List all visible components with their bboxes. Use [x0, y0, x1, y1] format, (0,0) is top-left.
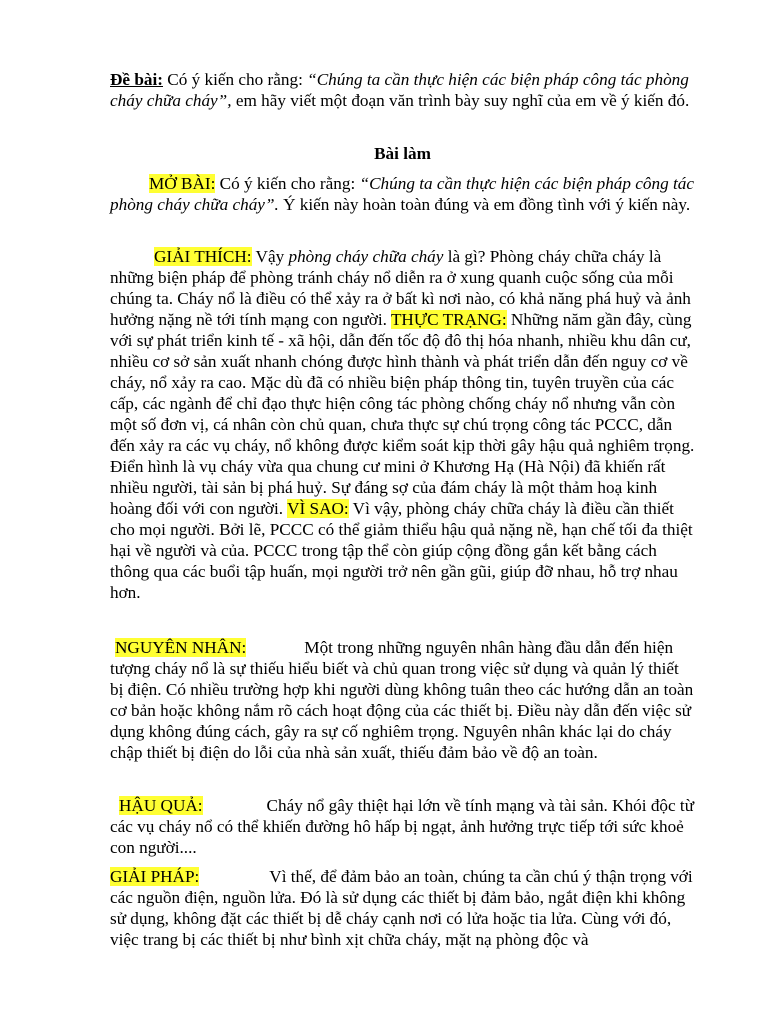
explanation-text-3: Những năm gần đây, cùng với sự phát triển kinh tế - xã hội, dẫn đến tốc độ đô thị hóa nhanh, nhiều khu dân cư, nhiều cơ sở sản xuất nhanh chóng được hình thành và phát triển dẫn đến nguy cơ về cháy, nổ xảy ra cao. Mặc dù đã có nhiều biện pháp thông tin, tuyên truyền của các cấp, các ngành để chỉ đạo thực hiện công tác phòng chống cháy nổ nhưng vẫn còn một số đơn vị, cá nhân còn chủ quan, chưa thực sự chú trọng công tác PCCC, dẫn đến xảy ra các vụ cháy, nổ không được kiểm soát kịp thời gây hậu quả nghiêm trọng. Điển hình là vụ cháy vừa qua chung cư mini ở Khương Hạ (Hà Nội) đã khiến rất nhiều người, tài sản bị phá huỷ. Sự đáng sợ của đám cháy là một thảm hoạ kinh hoàng đối với con người.: [110, 310, 695, 518]
solutions-text: Vì thế, để đảm bảo an toàn, chúng ta cần chú ý thận trọng với các nguồn điện, nguồn lửa. Đó là sử dụng các thiết bị đảm bảo, ngắt điện khi không sử dụng, không đặt các thiết bị dễ cháy cạnh nơi có lửa hoặc tia lửa. Cùng với đó, việc trang bị các thiết bị như bình xịt chữa cháy, mặt nạ phòng độc và: [110, 867, 693, 949]
explanation-label: GIẢI THÍCH:: [154, 247, 252, 266]
causes-paragraph: [110, 637, 695, 763]
explanation-paragraph: [110, 246, 695, 603]
introduction-rest: Ý kiến này hoàn toàn đúng và em đồng tình với ý kiến này.: [278, 195, 691, 214]
assignment-label: Đề bài:: [110, 70, 163, 89]
introduction-label: MỞ BÀI:: [149, 174, 216, 193]
explanation-text-4: Vì vậy, phòng cháy chữa cháy là điều cần thiết cho mọi người. Bởi lẽ, PCCC có thể giảm thiểu hậu quả nặng nề, hạn chế tối đa thiệt hại về người và của. PCCC trong tập thể còn giúp cộng đồng gắn kết bằng cách thông qua các buổi tập huấn, mọi người trở nên gần gũi, giúp đỡ nhau, hỗ trợ nhau hơn.: [110, 499, 693, 602]
introduction-quote: “Chúng ta cần thực hiện các biện pháp công tác phòng cháy chữa cháy”.: [110, 174, 694, 214]
consequences-label: HẬU QUẢ:: [119, 796, 203, 815]
assignment-quote: “Chúng ta cần thực hiện các biện pháp công tác phòng cháy chữa cháy”,: [110, 70, 689, 110]
solutions-label: GIẢI PHÁP:: [110, 867, 200, 886]
consequences-paragraph: [110, 795, 695, 858]
explanation-text-2: là gì? Phòng cháy chữa cháy là những biện pháp để phòng tránh cháy nổ diễn ra ở xung quanh cuộc sống của mỗi chúng ta. Cháy nổ là điều có thể xảy ra ở bất kì nơi nào, có khả năng phá huỷ và ảnh hưởng nặng nề tới tính mạng con người.: [110, 247, 691, 329]
assignment-paragraph: [110, 69, 695, 111]
introduction-intro: Có ý kiến cho rằng:: [215, 174, 360, 193]
assignment-rest: em hãy viết một đoạn văn trình bày suy nghĩ của em về ý kiến đó.: [231, 91, 690, 110]
introduction-paragraph: [110, 173, 695, 215]
consequences-text: Cháy nổ gây thiệt hại lớn về tính mạng và tài sản. Khói độc từ các vụ cháy nổ có thể khiến đường hô hấp bị ngạt, ảnh hưởng trực tiếp tới sức khoẻ con người....: [110, 796, 695, 857]
assignment-intro: Có ý kiến cho rằng:: [163, 70, 308, 89]
explanation-text-1: Vậy: [251, 247, 289, 266]
explanation-italic-term: phòng cháy chữa cháy: [288, 247, 444, 266]
why-label: VÌ SAO:: [287, 499, 349, 518]
causes-text: Một trong những nguyên nhân hàng đầu dẫn đến hiện tượng cháy nổ là sự thiếu hiểu biết và chủ quan trong việc sử dụng và quản lý thiết bị điện. Có nhiều trường hợp khi người dùng không tuân theo các hướng dẫn an toàn cơ bản hoặc không nắm rõ cách hoạt động của các thiết bị. Điều này dẫn đến việc sử dụng không đúng cách, gây ra sự cố nghiêm trọng. Nguyên nhân khác lại do cháy chập thiết bị điện do lỗi của nhà sản xuất, thiếu đảm bảo về độ an toàn.: [110, 638, 694, 762]
solutions-paragraph: [110, 866, 695, 950]
causes-label: NGUYÊN NHÂN:: [115, 638, 247, 657]
current-situation-label: THỰC TRẠNG:: [390, 310, 507, 329]
essay-title: Bài làm: [374, 144, 431, 163]
